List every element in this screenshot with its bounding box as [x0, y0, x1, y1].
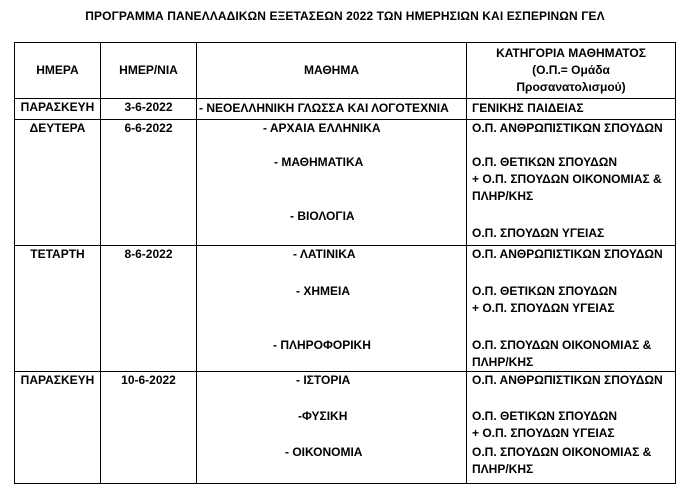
category-line: ΠΛΗΡ/ΚΗΣ	[472, 462, 534, 476]
exam-schedule-table	[14, 42, 676, 484]
subject-cell	[197, 246, 467, 372]
subject-item: - ΜΑΘΗΜΑΤΙΚΑ	[274, 155, 364, 169]
subject-item: - ΝΕΟΕΛΛΗΝΙΚΗ ΓΛΩΣΣΑ ΚΑΙ ΛΟΓΟΤΕΧΝΙΑ	[199, 101, 449, 115]
date-cell: 8-6-2022	[101, 246, 197, 372]
table-row	[15, 99, 676, 120]
subject-item: - ΙΣΤΟΡΙΑ	[296, 373, 351, 387]
header-date: ΗΜΕΡ/ΝΙΑ	[101, 43, 197, 99]
table-row	[15, 120, 676, 246]
subject-item: -ΦΥΣΙΚΗ	[298, 409, 348, 423]
category-cell	[467, 246, 676, 372]
category-line: ΠΛΗΡ/ΚΗΣ	[472, 355, 534, 369]
category-line: + Ο.Π. ΣΠΟΥΔΩΝ ΥΓΕΙΑΣ	[472, 301, 615, 315]
category-cell	[467, 99, 676, 120]
category-line: ΓΕΝΙΚΗΣ ΠΑΙΔΕΙΑΣ	[472, 101, 584, 115]
subject-item: - ΟΙΚΟΝΟΜΙΑ	[285, 445, 363, 459]
document-title: ΠΡΟΓΡΑΜΜΑ ΠΑΝΕΛΛΑΔΙΚΩΝ ΕΞΕΤΑΣΕΩΝ 2022 ΤΩΝ ΗΜΕΡΗΣΙΩΝ ΚΑΙ ΕΣΠΕΡΙΝΩΝ ΓΕΛ	[85, 9, 605, 23]
category-cell	[467, 372, 676, 484]
category-line: Ο.Π. ΑΝΘΡΩΠΙΣΤΙΚΩΝ ΣΠΟΥΔΩΝ	[472, 247, 663, 261]
category-line: Ο.Π. ΣΠΟΥΔΩΝ ΟΙΚΟΝΟΜΙΑΣ &	[472, 338, 652, 352]
category-line: Ο.Π. ΣΠΟΥΔΩΝ ΥΓΕΙΑΣ	[472, 226, 605, 240]
subject-item: - ΠΛΗΡΟΦΟΡΙΚΗ	[273, 338, 371, 352]
date-cell: 10-6-2022	[101, 372, 197, 484]
category-line: Ο.Π. ΑΝΘΡΩΠΙΣΤΙΚΩΝ ΣΠΟΥΔΩΝ	[472, 373, 663, 387]
category-cell	[467, 120, 676, 246]
subject-item: - ΒΙΟΛΟΓΙΑ	[290, 209, 355, 223]
date-cell: 3-6-2022	[101, 99, 197, 120]
subject-item: - ΧΗΜΕΙΑ	[296, 284, 350, 298]
subject-cell	[197, 372, 467, 484]
subject-cell	[197, 120, 467, 246]
category-line: Ο.Π. ΘΕΤΙΚΩΝ ΣΠΟΥΔΩΝ	[472, 409, 617, 423]
header-category-line: Προσανατολισμού)	[516, 80, 626, 94]
subject-item: - ΑΡΧΑΙΑ ΕΛΛΗΝΙΚΑ	[263, 121, 381, 135]
subject-cell	[197, 99, 467, 120]
header-day: ΗΜΕΡΑ	[15, 43, 101, 99]
category-line: Ο.Π. ΘΕΤΙΚΩΝ ΣΠΟΥΔΩΝ	[472, 155, 617, 169]
table-row	[15, 372, 676, 484]
category-line: Ο.Π. ΑΝΘΡΩΠΙΣΤΙΚΩΝ ΣΠΟΥΔΩΝ	[472, 121, 663, 135]
day-cell: ΤΕΤΑΡΤΗ	[15, 246, 101, 372]
table-row	[15, 246, 676, 372]
header-category-line: ΚΑΤΗΓΟΡΙΑ ΜΑΘΗΜΑΤΟΣ	[496, 46, 646, 60]
day-cell: ΔΕΥΤΕΡΑ	[15, 120, 101, 246]
header-subject: ΜΑΘΗΜΑ	[197, 43, 467, 99]
category-line: + Ο.Π. ΣΠΟΥΔΩΝ ΥΓΕΙΑΣ	[472, 426, 615, 440]
category-line: + Ο.Π. ΣΠΟΥΔΩΝ ΟΙΚΟΝΟΜΙΑΣ &	[472, 172, 662, 186]
day-cell: ΠΑΡΑΣΚΕΥΗ	[15, 99, 101, 120]
subject-item: - ΛΑΤΙΝΙΚΑ	[293, 247, 356, 261]
day-cell: ΠΑΡΑΣΚΕΥΗ	[15, 372, 101, 484]
table-header-row	[15, 43, 676, 99]
category-line: Ο.Π. ΘΕΤΙΚΩΝ ΣΠΟΥΔΩΝ	[472, 284, 617, 298]
category-line: Ο.Π. ΣΠΟΥΔΩΝ ΟΙΚΟΝΟΜΙΑΣ &	[472, 445, 652, 459]
header-category-line: (Ο.Π.= Ομάδα	[532, 63, 610, 77]
header-category	[467, 43, 676, 99]
category-line: ΠΛΗΡ/ΚΗΣ	[472, 189, 534, 203]
date-cell: 6-6-2022	[101, 120, 197, 246]
